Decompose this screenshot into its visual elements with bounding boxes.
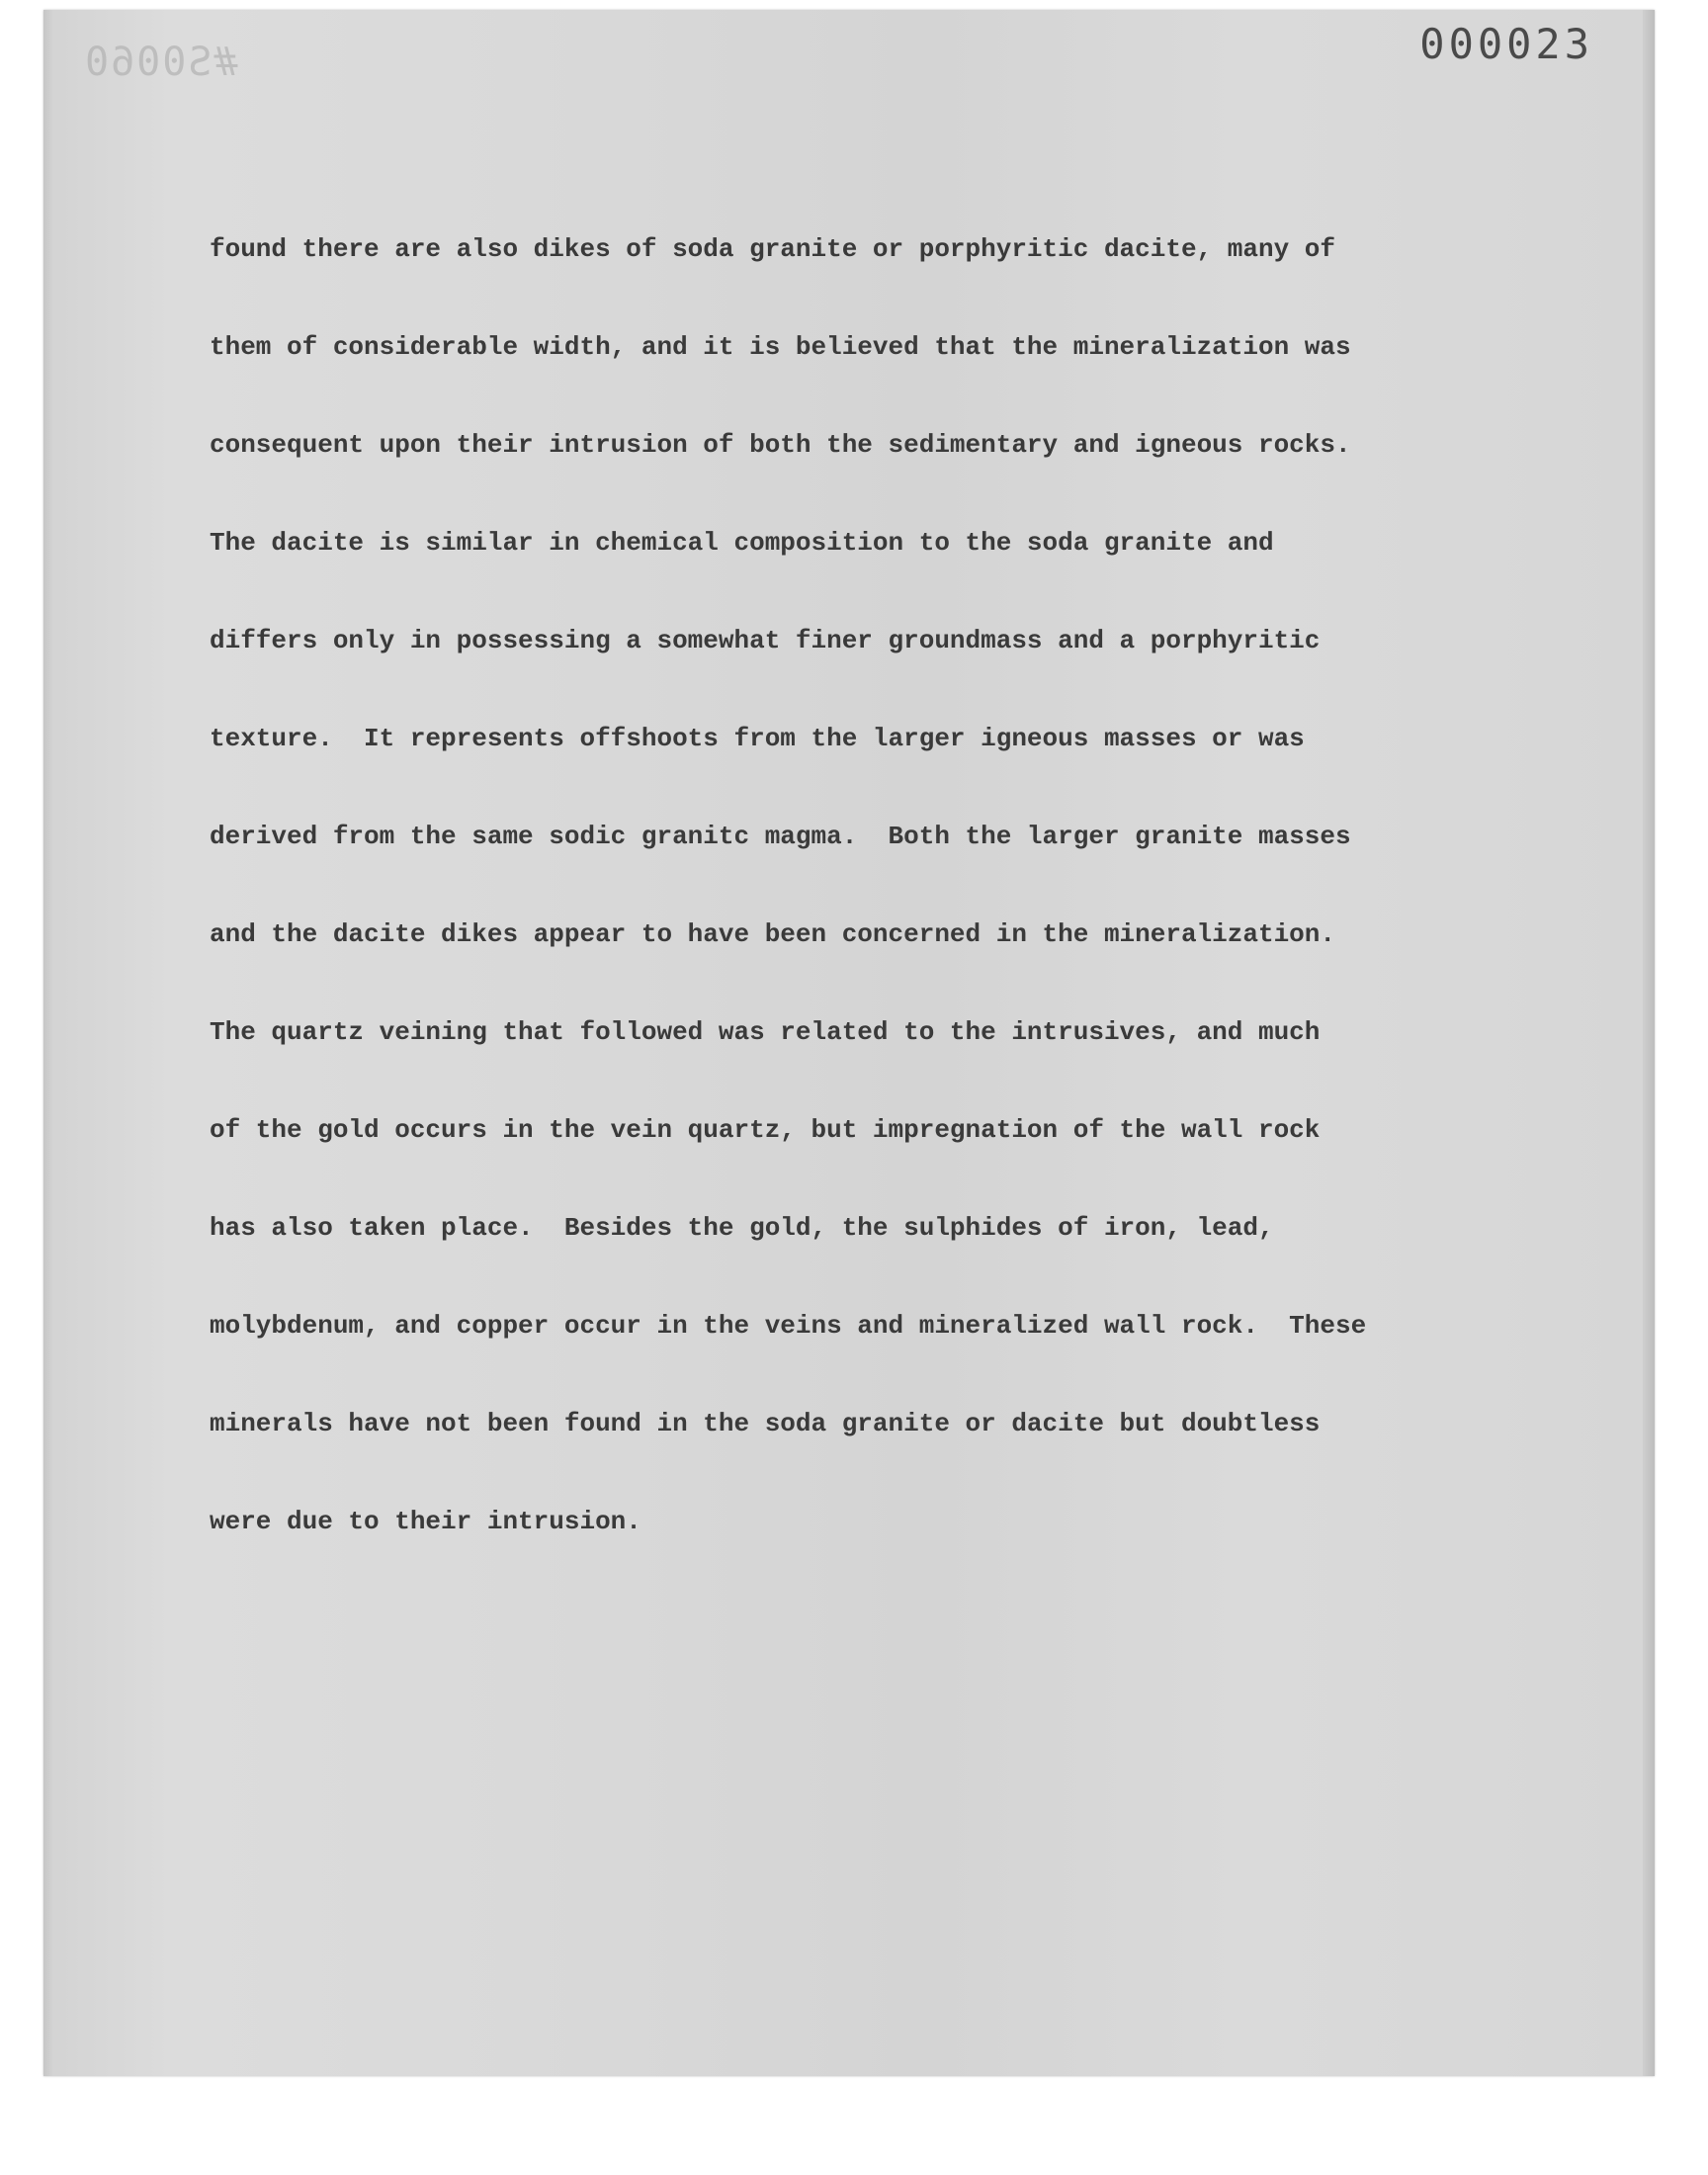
text-line: differs only in possessing a somewhat finer groundmass and a porphyritic	[210, 626, 1321, 655]
body-paragraph	[210, 168, 1366, 1604]
scanned-page	[43, 10, 1655, 2076]
page-edge-shadow	[43, 10, 53, 2076]
text-line: and the dacite dikes appear to have been concerned in the mineralization.	[210, 919, 1335, 949]
text-line: consequent upon their intrusion of both the sedimentary and igneous rocks.	[210, 430, 1351, 460]
text-line: were due to their intrusion.	[210, 1507, 641, 1536]
page-number: 000023	[1419, 20, 1593, 68]
faint-stamp: #S0060	[83, 40, 238, 85]
text-line: molybdenum, and copper occur in the veins and mineralized wall rock. These	[210, 1311, 1367, 1341]
text-line: them of considerable width, and it is believed that the mineralization was	[210, 332, 1351, 362]
text-line: of the gold occurs in the vein quartz, but impregnation of the wall rock	[210, 1115, 1321, 1145]
text-line: found there are also dikes of soda granite or porphyritic dacite, many of	[210, 234, 1335, 264]
text-line: texture. It represents offshoots from the larger igneous masses or was	[210, 724, 1305, 753]
text-line: The dacite is similar in chemical composition to the soda granite and	[210, 528, 1274, 558]
text-line: The quartz veining that followed was related to the intrusives, and much	[210, 1017, 1321, 1047]
text-line: derived from the same sodic granitc magma. Both the larger granite masses	[210, 822, 1351, 851]
text-line: minerals have not been found in the soda granite or dacite but doubtless	[210, 1409, 1321, 1438]
text-line: has also taken place. Besides the gold, the sulphides of iron, lead,	[210, 1213, 1274, 1243]
